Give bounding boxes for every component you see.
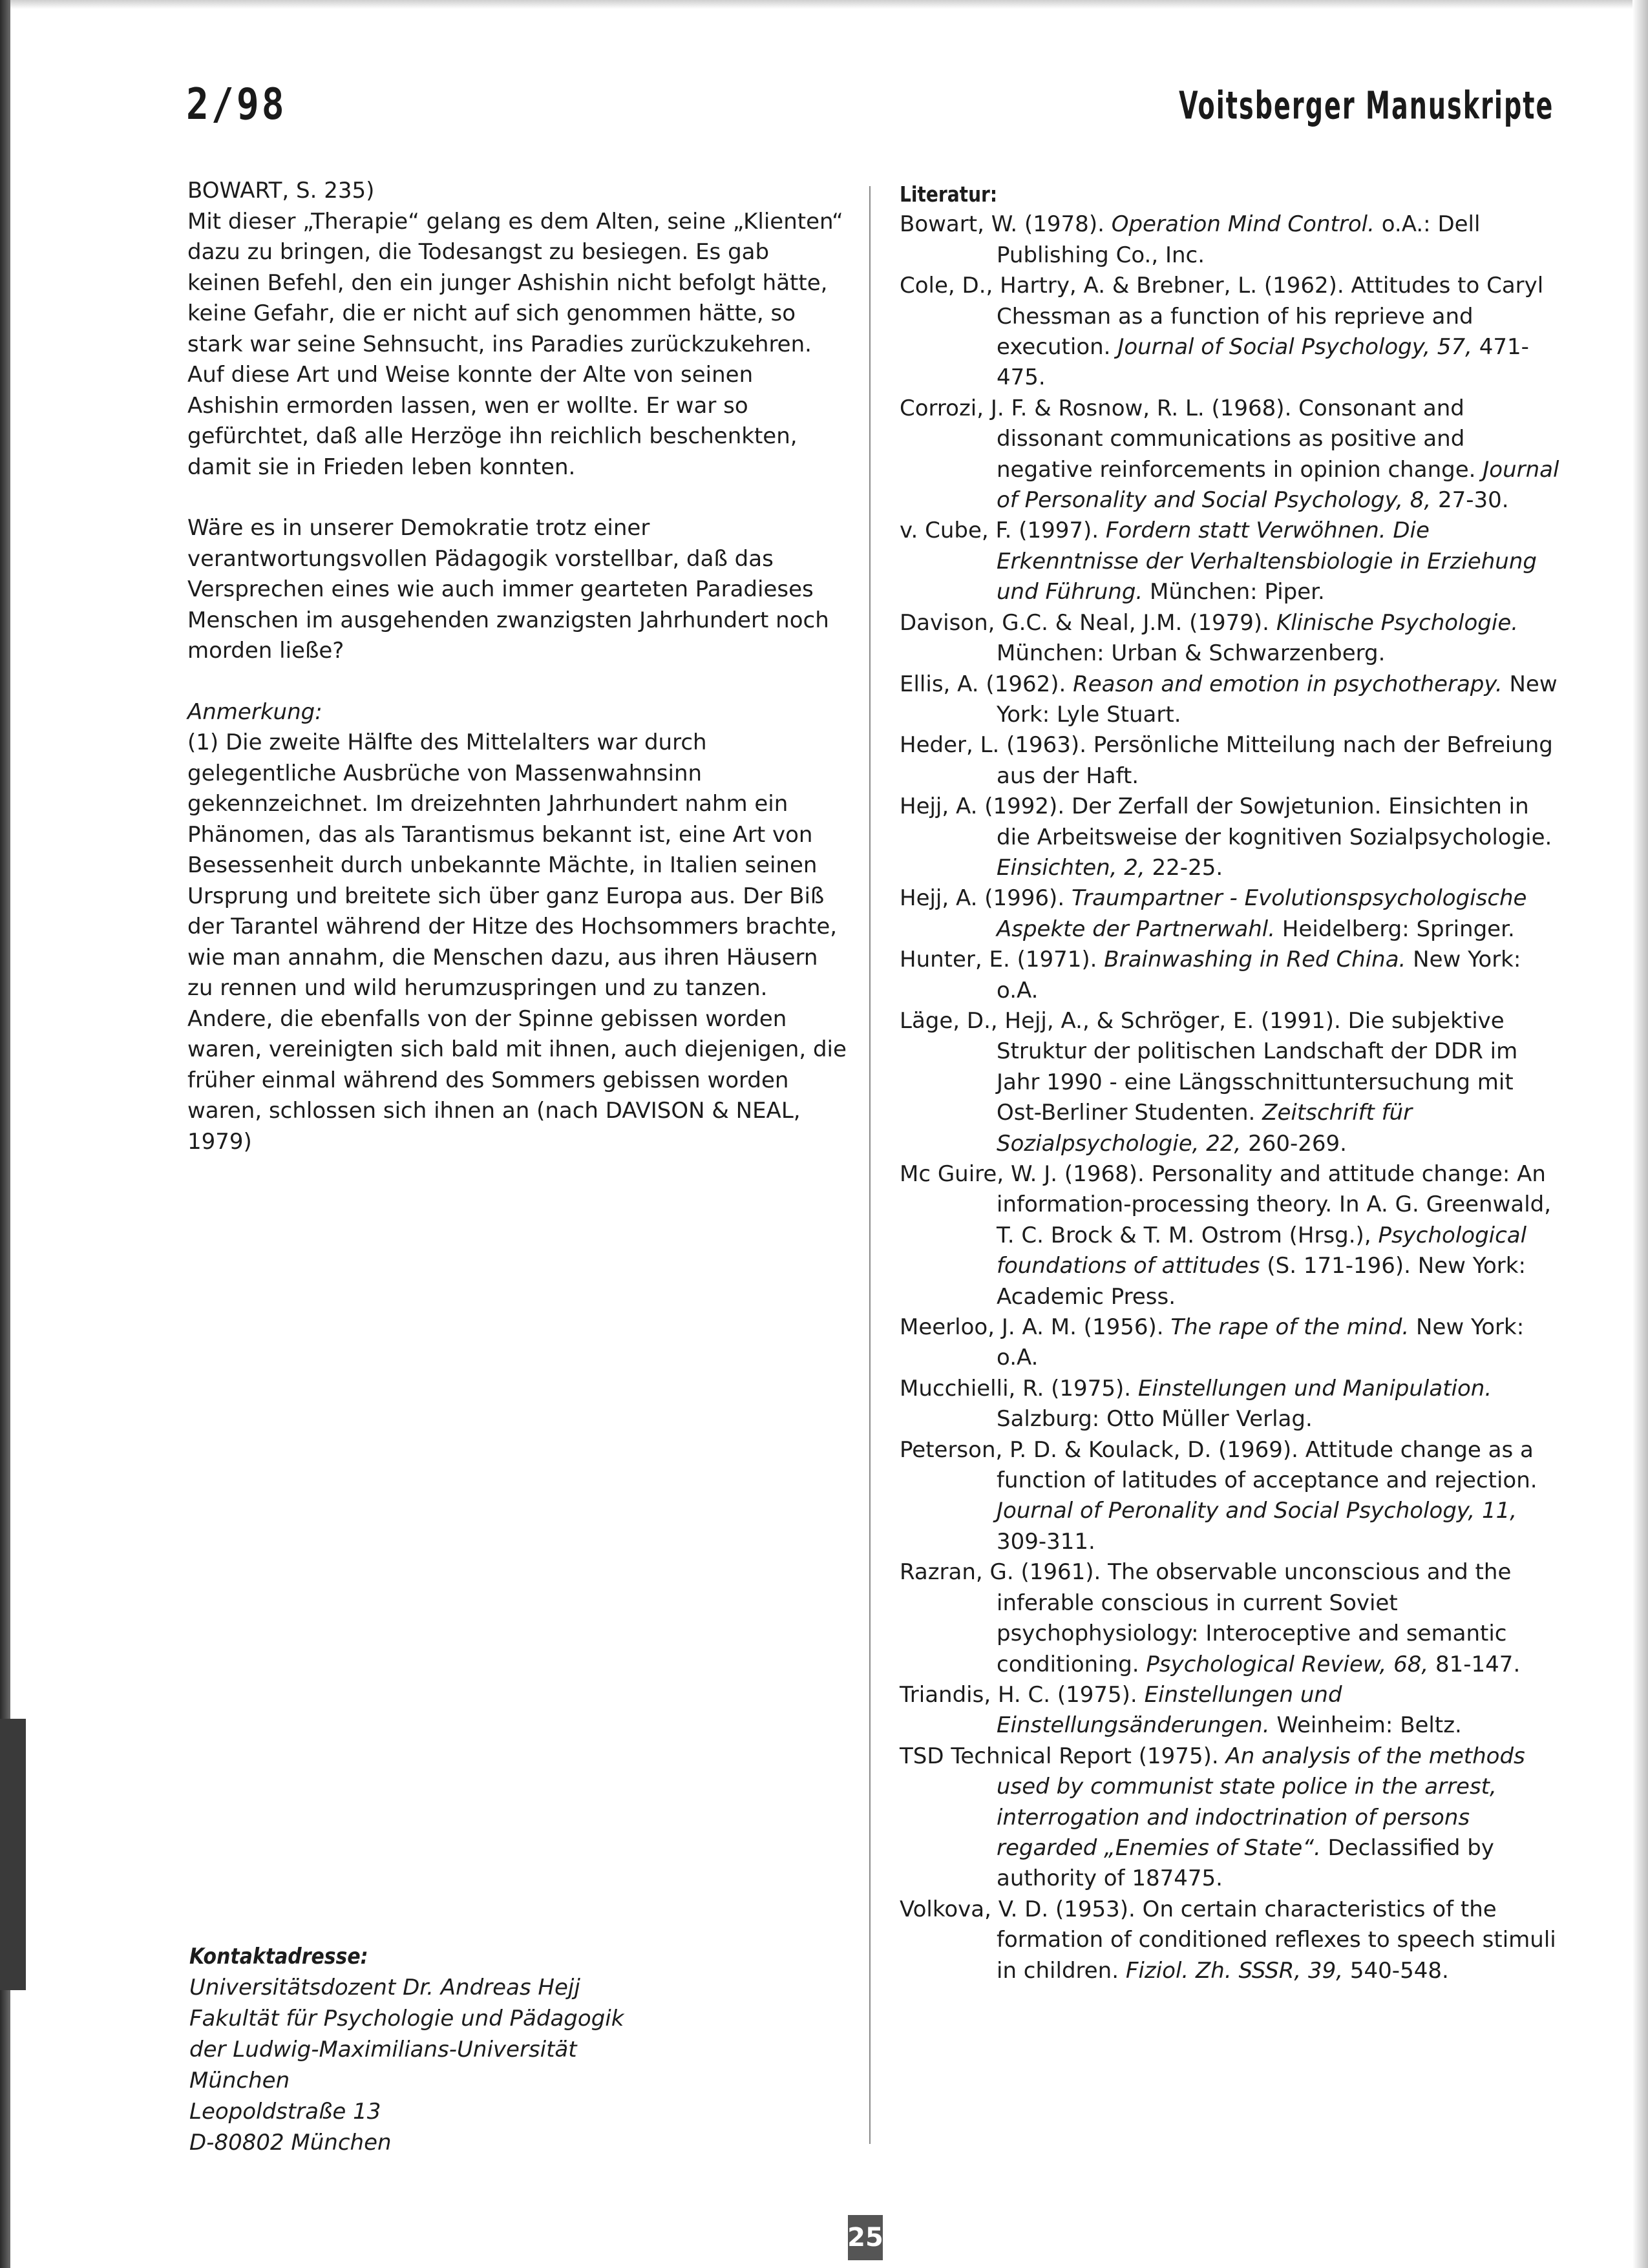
- reference-pre: Mucchielli, R. (1975).: [900, 1375, 1138, 1402]
- reference-pre: Heder, L. (1963). Persönliche Mitteilung nach der Befreiung aus der Haft.: [900, 732, 1553, 789]
- reference-post: 309-311.: [997, 1528, 1095, 1555]
- reference-post: Salzburg: Otto Müller Verlag.: [997, 1406, 1313, 1433]
- contact-line: Fakultät für Psychologie und Pädagogik: [189, 2006, 624, 2032]
- reference-pre: Läge, D., Hejj, A., & Schröger, E. (1991). Die subjektive Struktur der politischen Landschaft der DDR im Jahr 1990 - eine Längsschnittuntersuchung mit Ost-Berliner Studenten.: [900, 1007, 1518, 1126]
- reference-pre: Hejj, A. (1992). Der Zerfall der Sowjetunion. Einsichten in die Arbeitsweise der kognitiven Sozialpsychologie.: [900, 793, 1552, 850]
- reference-ital: Brainwashing in Red China.: [1104, 947, 1406, 973]
- reference-pre: Corrozi, J. F. & Rosnow, R. L. (1968). Consonant and dissonant communications as positive and negative reinforcements in opinion change.: [900, 395, 1483, 483]
- reference-post: (S. 171-196). New York: Academic Press.: [997, 1253, 1526, 1310]
- reference-pre: Hunter, E. (1971).: [900, 947, 1104, 973]
- reference-ital: Operation Mind Control.: [1111, 211, 1375, 238]
- contact-address: [189, 1941, 836, 2158]
- anmerkung-title: Anmerkung:: [187, 698, 322, 725]
- body-paragraph: Wäre es in unserer Demokratie trotz einer verantwortungsvollen Pädagogik vorstellbar, daß das Versprechen eines wie auch immer gearteten Paradieses Menschen im ausgehenden zwanzigsten Jahrhundert noch morden ließe?: [187, 515, 829, 664]
- reference-post: München: Urban & Schwarzenberg.: [997, 640, 1386, 667]
- reference-ital: The rape of the mind.: [1170, 1314, 1410, 1341]
- reference-entry: [900, 1895, 1562, 1986]
- reference-post: Weinheim: Beltz.: [1269, 1712, 1462, 1739]
- page-number: 25: [848, 2215, 883, 2260]
- reference-pre: Davison, G.C. & Neal, J.M. (1979).: [900, 609, 1276, 636]
- reference-entry: [900, 608, 1562, 669]
- reference-ital: Fordern statt Verwöhnen. Die Erkenntnisse der Verhaltensbiologie in Erziehung und Führung.: [997, 518, 1537, 605]
- reference-ital: Reason and emotion in psychotherapy.: [1073, 671, 1503, 697]
- reference-pre: Meerloo, J. A. M. (1956).: [900, 1314, 1171, 1341]
- reference-pre: Ellis, A. (1962).: [900, 671, 1073, 697]
- reference-entry: [900, 1557, 1562, 1680]
- literature-list: [900, 179, 1562, 1986]
- reference-post: New York: o.A.: [997, 1314, 1525, 1371]
- body-paragraph: Mit dieser „Therapie“ gelang es dem Alten, seine „Klienten“ dazu zu bringen, die Todesangst zu besiegen. Es gab keinen Befehl, den ein junger Ashishin nicht befolgt hätte, keine Gefahr, die er nicht auf sich genommen hätte, so stark war seine Sehnsucht, ins Paradies zurückzukehren.: [187, 208, 843, 357]
- reference-post: Declassified by authority of 187475.: [997, 1834, 1494, 1892]
- reference-container: [900, 209, 1562, 1986]
- anmerkung-text: (1) Die zweite Hälfte des Mittelalters war durch gelegentliche Ausbrüche von Massenwahnsinn gekennzeichnet. Im dreizehnten Jahrhundert nahm ein Phänomen, das als Tarantismus bekannt ist, eine Art von Besessenheit durch unbekannte Mächte, in Italien seinen Ursprung und breitete sich über ganz Europa aus. Der Biß der Tarantel während der Hitze des Hochsommers brachte, wie man annahm, die Menschen dazu, aus ihren Häusern zu rennen und wild herumzuspringen und zu tanzen. Andere, die ebenfalls von der Spinne gebissen worden waren, vereinigten sich bald mit ihnen, auch diejenigen, die früher einmal während des Sommers gebissen worden waren, schlossen sich ihnen an (nach DAVISON & NEAL, 1979): [187, 730, 847, 1155]
- reference-post: 540-548.: [1343, 1957, 1449, 1984]
- reference-pre: Cole, D., Hartry, A. & Brebner, L. (1962). Attitudes to Caryl Chessman as a function of his reprieve and execution.: [900, 273, 1544, 361]
- reference-ital: Journal of Peronality and Social Psychology, 11,: [997, 1498, 1517, 1524]
- reference-ital: Journal of Personality and Social Psychology, 8,: [997, 456, 1559, 514]
- reference-entry: [900, 209, 1562, 271]
- reference-post: München: Piper.: [1143, 579, 1325, 605]
- reference-pre: Bowart, W. (1978).: [900, 211, 1112, 238]
- contact-heading: Kontaktadresse:: [189, 1944, 368, 1969]
- reference-entry: [900, 1680, 1562, 1741]
- reference-entry: [900, 945, 1562, 1006]
- reference-entry: [900, 1159, 1562, 1312]
- issue-number: 2/98: [186, 79, 287, 130]
- reference-ital: Klinische Psychologie.: [1276, 609, 1519, 636]
- reference-entry: [900, 394, 1562, 516]
- reference-entry: [900, 669, 1562, 731]
- reference-pre: Hejj, A. (1996).: [900, 885, 1072, 912]
- reference-ital: Fiziol. Zh. SSSR, 39,: [1125, 1957, 1344, 1984]
- reference-entry: [900, 516, 1562, 607]
- reference-pre: Volkova, V. D. (1953). On certain characteristics of the formation of conditioned reflexes to speech stimuli in children.: [900, 1896, 1556, 1984]
- reference-ital: Psychological Review, 68,: [1146, 1651, 1429, 1677]
- column-divider: [869, 186, 871, 2144]
- reference-post: 27-30.: [1431, 487, 1509, 514]
- reference-entry: [900, 1006, 1562, 1159]
- reference-post: New York: Lyle Stuart.: [997, 671, 1558, 728]
- left-column: [187, 176, 847, 1157]
- reference-pre: v. Cube, F. (1997).: [900, 518, 1106, 544]
- reference-post: o.A.: Dell Publishing Co., Inc.: [997, 211, 1481, 268]
- reference-entry: [900, 1741, 1562, 1895]
- journal-title: Voitsberger Manuskripte: [1178, 84, 1554, 129]
- reference-pre: TSD Technical Report (1975).: [900, 1743, 1226, 1769]
- paragraph-gap: [187, 483, 847, 513]
- reference-ital: Journal of Social Psychology, 57,: [1117, 334, 1472, 361]
- contact-line: der Ludwig-Maximilians-Universität: [189, 2037, 577, 2063]
- reference-ital: Traumpartner - Evolutionspsychologische Aspekte der Partnerwahl.: [997, 885, 1527, 942]
- reference-entry: [900, 271, 1562, 394]
- reference-pre: Mc Guire, W. J. (1968). Personality and attitude change: An information-processing theory. In A. G. Greenwald, T. C. Brock & T. M. Ostrom (Hrsg.),: [900, 1161, 1552, 1248]
- reference-pre: Razran, G. (1961). The observable unconscious and the inferable conscious in current Soviet psychophysiology: Interoceptive and semantic conditioning.: [900, 1559, 1512, 1677]
- reference-ital: Zeitschrift für Sozialpsychologie, 22,: [997, 1100, 1413, 1157]
- reference-entry: [900, 1374, 1562, 1435]
- reference-ital: Einstellungen und Manipulation.: [1137, 1375, 1492, 1402]
- reference-entry: [900, 883, 1562, 945]
- reference-post: New York: o.A.: [997, 947, 1521, 1003]
- body-paragraph: BOWART, S. 235): [187, 178, 375, 204]
- reference-ital: An analysis of the methods used by communist state police in the arrest, interrogation and indoctrination of persons regarded „Enemies of State“.: [997, 1743, 1525, 1861]
- scan-edge-top: [0, 0, 1648, 9]
- literature-heading: Literatur:: [900, 182, 998, 207]
- reference-entry: [900, 730, 1562, 792]
- reference-pre: Triandis, H. C. (1975).: [900, 1681, 1145, 1708]
- reference-post: 260-269.: [1241, 1130, 1347, 1157]
- reference-ital: Einsichten, 2,: [997, 854, 1145, 881]
- scan-edge-left-dark: [0, 1719, 26, 1990]
- reference-post: 81-147.: [1428, 1651, 1521, 1677]
- reference-post: Heidelberg: Springer.: [1275, 916, 1515, 942]
- reference-pre: Peterson, P. D. & Koulack, D. (1969). Attitude change as a function of latitudes of acceptance and rejection.: [900, 1436, 1537, 1494]
- reference-ital: Einstellungen und Einstellungsänderungen.: [997, 1681, 1342, 1739]
- scan-edge-right: [1632, 0, 1648, 2268]
- contact-line: Leopoldstraße 13: [189, 2099, 381, 2125]
- reference-post: 22-25.: [1145, 854, 1223, 881]
- reference-ital: Psychological foundations of attitudes: [997, 1222, 1527, 1279]
- body-paragraph: Auf diese Art und Weise konnte der Alte von seinen Ashishin ermorden lassen, wen er wollte. Er war so gefürchtet, daß alle Herzöge ihn reichlich beschenkten, damit sie in Frieden leben konnten.: [187, 362, 798, 480]
- contact-line: München: [189, 2068, 290, 2094]
- reference-entry: [900, 1312, 1562, 1374]
- reference-entry: [900, 1435, 1562, 1558]
- reference-entry: [900, 792, 1562, 883]
- paragraph-gap: [187, 667, 847, 697]
- reference-post: 471-475.: [997, 334, 1529, 391]
- contact-line: D-80802 München: [189, 2130, 392, 2156]
- contact-line: Universitätsdozent Dr. Andreas Hejj: [189, 1975, 580, 2000]
